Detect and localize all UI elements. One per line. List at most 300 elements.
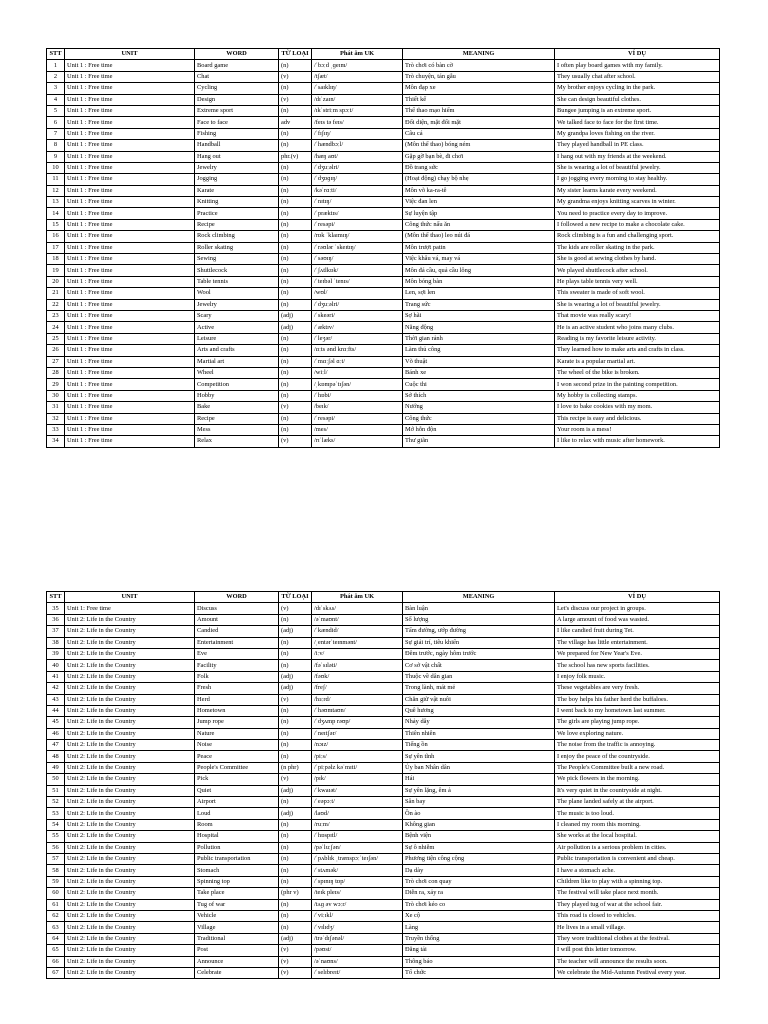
table-row — [47, 819, 720, 830]
cell-example: This recipe is easy and delicious. — [555, 413, 720, 424]
cell-pronunciation: /ruːm/ — [312, 819, 403, 830]
table-row — [47, 71, 720, 82]
cell-unit: Unit 1 : Free time — [65, 174, 195, 185]
table-row — [47, 151, 720, 162]
cell-pronunciation: /ɑːts ənd krɑːfts/ — [312, 345, 403, 356]
cell-word: Candied — [195, 626, 279, 637]
cell-word-type: (n) — [279, 740, 312, 751]
cell-example: She is wearing a lot of beautiful jewelry. — [555, 162, 720, 173]
cell-unit: Unit 1 : Free time — [65, 379, 195, 390]
cell-meaning: Sự yên tĩnh — [403, 751, 555, 762]
table-row — [47, 660, 720, 671]
cell-stt: 35 — [47, 603, 65, 614]
cell-word: Eve — [195, 648, 279, 659]
table-row — [47, 94, 720, 105]
cell-unit: Unit 1 : Free time — [65, 140, 195, 151]
cell-pronunciation: /ɪkˈstriːm spɔːt/ — [312, 105, 403, 116]
cell-meaning: Diễn ra, xảy ra — [403, 888, 555, 899]
cell-word-type: (adj) — [279, 785, 312, 796]
cell-meaning: Năng động — [403, 322, 555, 333]
cell-pronunciation: /ˈstʌmək/ — [312, 865, 403, 876]
cell-example: These vegetables are very fresh. — [555, 683, 720, 694]
cell-word-type: adv — [279, 117, 312, 128]
cell-meaning: Cơ sở vật chất — [403, 660, 555, 671]
header-word-type: TỪ LOẠI — [279, 49, 312, 60]
cell-stt: 36 — [47, 614, 65, 625]
cell-word: Board game — [195, 60, 279, 71]
cell-pronunciation: /ˈhɒspɪtl/ — [312, 831, 403, 842]
cell-stt: 58 — [47, 865, 65, 876]
cell-word-type: (n) — [279, 853, 312, 864]
cell-stt: 5 — [47, 105, 65, 116]
cell-unit: Unit 2: Life in the Country — [65, 876, 195, 887]
cell-unit: Unit 2: Life in the Country — [65, 740, 195, 751]
cell-example: The People's Committee built a new road. — [555, 762, 720, 773]
cell-stt: 30 — [47, 390, 65, 401]
cell-stt: 61 — [47, 899, 65, 910]
cell-word-type: phr.(v) — [279, 151, 312, 162]
cell-pronunciation: /wiːl/ — [312, 367, 403, 378]
cell-pronunciation: /ˈpræktɪs/ — [312, 208, 403, 219]
cell-pronunciation: /ˌentərˈteɪnmənt/ — [312, 637, 403, 648]
cell-stt: 19 — [47, 265, 65, 276]
table-row — [47, 379, 720, 390]
table-row — [47, 899, 720, 910]
cell-pronunciation: /ˈresəpi/ — [312, 219, 403, 230]
cell-unit: Unit 1 : Free time — [65, 413, 195, 424]
table-row — [47, 831, 720, 842]
cell-example: She is good at sewing clothes by hand. — [555, 254, 720, 265]
table-row — [47, 797, 720, 808]
cell-example: I will post this letter tomorrow. — [555, 945, 720, 956]
cell-unit: Unit 2: Life in the Country — [65, 899, 195, 910]
cell-stt: 27 — [47, 356, 65, 367]
cell-pronunciation: /ˈneɪtʃər/ — [312, 728, 403, 739]
cell-word-type: (n) — [279, 174, 312, 185]
cell-stt: 24 — [47, 322, 65, 333]
cell-example: We celebrate the Mid-Autumn Festival every year. — [555, 967, 720, 978]
cell-word: Airport — [195, 797, 279, 808]
cell-stt: 52 — [47, 797, 65, 808]
cell-word: Hospital — [195, 831, 279, 842]
cell-pronunciation: /iːv/ — [312, 648, 403, 659]
cell-unit: Unit 2: Life in the Country — [65, 751, 195, 762]
table-row — [47, 694, 720, 705]
cell-word-type: (v) — [279, 945, 312, 956]
header-example: VÍ DỤ — [555, 49, 720, 60]
cell-example: My brother enjoys cycling in the park. — [555, 83, 720, 94]
cell-pronunciation: /wʊl/ — [312, 288, 403, 299]
cell-unit: Unit 2: Life in the Country — [65, 808, 195, 819]
cell-stt: 53 — [47, 808, 65, 819]
table-row — [47, 637, 720, 648]
vocabulary-table-unit-2 — [46, 591, 720, 979]
cell-word: Post — [195, 945, 279, 956]
table-row — [47, 390, 720, 401]
cell-example: Bungee jumping is an extreme sport. — [555, 105, 720, 116]
cell-stt: 42 — [47, 683, 65, 694]
cell-stt: 40 — [47, 660, 65, 671]
cell-example: The kids are roller skating in the park. — [555, 242, 720, 253]
cell-example: My grandma enjoys knitting scarves in winter. — [555, 197, 720, 208]
cell-example: He plays table tennis very well. — [555, 276, 720, 287]
cell-stt: 43 — [47, 694, 65, 705]
cell-example: The village has little entertainment. — [555, 637, 720, 648]
cell-unit: Unit 2: Life in the Country — [65, 762, 195, 773]
cell-unit: Unit 2: Life in the Country — [65, 842, 195, 853]
table-row — [47, 933, 720, 944]
table-row — [47, 888, 720, 899]
cell-stt: 11 — [47, 174, 65, 185]
cell-unit: Unit 2: Life in the Country — [65, 831, 195, 842]
cell-word: Arts and crafts — [195, 345, 279, 356]
cell-pronunciation: /ˈdʒɒɡɪŋ/ — [312, 174, 403, 185]
cell-stt: 26 — [47, 345, 65, 356]
cell-example: This sweater is made of soft wool. — [555, 288, 720, 299]
cell-meaning: Thông báo — [403, 956, 555, 967]
cell-word-type: (n) — [279, 922, 312, 933]
cell-word: Leisure — [195, 333, 279, 344]
cell-unit: Unit 2: Life in the Country — [65, 922, 195, 933]
cell-meaning: Cuộc thi — [403, 379, 555, 390]
cell-example: Children like to play with a spinning top. — [555, 876, 720, 887]
cell-stt: 9 — [47, 151, 65, 162]
cell-word-type: (n) — [279, 265, 312, 276]
cell-unit: Unit 1 : Free time — [65, 197, 195, 208]
cell-unit: Unit 1: Free time — [65, 603, 195, 614]
cell-word-type: (n) — [279, 162, 312, 173]
cell-pronunciation: /dɪˈzaɪn/ — [312, 94, 403, 105]
cell-stt: 65 — [47, 945, 65, 956]
cell-pronunciation: /hɜːrd/ — [312, 694, 403, 705]
cell-example: I followed a new recipe to make a chocolate cake. — [555, 219, 720, 230]
cell-stt: 4 — [47, 94, 65, 105]
table-row — [47, 60, 720, 71]
cell-stt: 46 — [47, 728, 65, 739]
cell-stt: 21 — [47, 288, 65, 299]
cell-example: My sister learns karate every weekend. — [555, 185, 720, 196]
cell-word-type: (n) — [279, 819, 312, 830]
table-row — [47, 614, 720, 625]
cell-example: They played tug of war at the school fair. — [555, 899, 720, 910]
cell-unit: Unit 2: Life in the Country — [65, 853, 195, 864]
cell-pronunciation: /ˈviːɪkl/ — [312, 910, 403, 921]
cell-meaning: Bánh xe — [403, 367, 555, 378]
cell-unit: Unit 1 : Free time — [65, 265, 195, 276]
cell-pronunciation: /hæŋ aʊt/ — [312, 151, 403, 162]
cell-example: My grandpa loves fishing on the river. — [555, 128, 720, 139]
cell-word: Cycling — [195, 83, 279, 94]
cell-pronunciation: /ˈsəʊɪŋ/ — [312, 254, 403, 265]
cell-example: The festival will take place next month. — [555, 888, 720, 899]
table-row — [47, 774, 720, 785]
cell-meaning: Đêm trước, ngày hôm trước — [403, 648, 555, 659]
cell-word-type: (n) — [279, 797, 312, 808]
cell-pronunciation: /ˈsaɪklɪŋ/ — [312, 83, 403, 94]
cell-stt: 44 — [47, 705, 65, 716]
cell-unit: Unit 2: Life in the Country — [65, 728, 195, 739]
cell-word-type: (n) — [279, 413, 312, 424]
table-row — [47, 322, 720, 333]
cell-stt: 56 — [47, 842, 65, 853]
cell-word: Relax — [195, 436, 279, 447]
table-row — [47, 436, 720, 447]
cell-meaning: Công thức — [403, 413, 555, 424]
cell-word: Village — [195, 922, 279, 933]
cell-word-type: (adj) — [279, 322, 312, 333]
cell-stt: 64 — [47, 933, 65, 944]
cell-word: Take place — [195, 888, 279, 899]
cell-word: Spinning top — [195, 876, 279, 887]
cell-example: The plane landed safely at the airport. — [555, 797, 720, 808]
cell-stt: 29 — [47, 379, 65, 390]
cell-word: Celebrate — [195, 967, 279, 978]
cell-meaning: Tiếng ồn — [403, 740, 555, 751]
table-row — [47, 162, 720, 173]
cell-meaning: Trò chơi kéo co — [403, 899, 555, 910]
cell-word-type: (n) — [279, 333, 312, 344]
cell-example: She can design beautiful clothes. — [555, 94, 720, 105]
header-stt: STT — [47, 49, 65, 60]
cell-unit: Unit 1 : Free time — [65, 299, 195, 310]
cell-unit: Unit 2: Life in the Country — [65, 797, 195, 808]
cell-pronunciation: /ˈkwaɪət/ — [312, 785, 403, 796]
cell-stt: 50 — [47, 774, 65, 785]
cell-stt: 66 — [47, 956, 65, 967]
cell-stt: 8 — [47, 140, 65, 151]
cell-word-type: (n) — [279, 614, 312, 625]
table-row — [47, 956, 720, 967]
cell-example: Public transportation is convenient and cheap. — [555, 853, 720, 864]
cell-unit: Unit 1 : Free time — [65, 60, 195, 71]
table-row — [47, 208, 720, 219]
cell-meaning: Đăng tải — [403, 945, 555, 956]
cell-pronunciation: /freʃ/ — [312, 683, 403, 694]
cell-stt: 41 — [47, 671, 65, 682]
table-row — [47, 242, 720, 253]
cell-stt: 33 — [47, 424, 65, 435]
cell-example: You need to practice every day to improve. — [555, 208, 720, 219]
cell-word-type: (n) — [279, 288, 312, 299]
cell-word-type: (n) — [279, 242, 312, 253]
cell-unit: Unit 1 : Free time — [65, 185, 195, 196]
cell-word: Amount — [195, 614, 279, 625]
cell-word-type: (adj) — [279, 626, 312, 637]
cell-meaning: Làng — [403, 922, 555, 933]
cell-word: Rock climbing — [195, 231, 279, 242]
cell-unit: Unit 1 : Free time — [65, 390, 195, 401]
cell-example: I cleaned my room this morning. — [555, 819, 720, 830]
header-unit: UNIT — [65, 49, 195, 60]
cell-pronunciation: /fəˈsɪləti/ — [312, 660, 403, 671]
cell-word-type: (n) — [279, 231, 312, 242]
cell-stt: 45 — [47, 717, 65, 728]
table-row — [47, 402, 720, 413]
table-row — [47, 254, 720, 265]
table-row — [47, 345, 720, 356]
cell-stt: 18 — [47, 254, 65, 265]
cell-word-type: (n) — [279, 728, 312, 739]
table-row — [47, 299, 720, 310]
cell-pronunciation: /ˈbɔːd ˌɡeɪm/ — [312, 60, 403, 71]
cell-example: They learned how to make arts and crafts in class. — [555, 345, 720, 356]
cell-meaning: Thể thao mạo hiểm — [403, 105, 555, 116]
cell-meaning: Ủy ban Nhân dân — [403, 762, 555, 773]
cell-stt: 7 — [47, 128, 65, 139]
cell-pronunciation: /piːs/ — [312, 751, 403, 762]
cell-word: Martial art — [195, 356, 279, 367]
cell-word: Karate — [195, 185, 279, 196]
cell-word: Table tennis — [195, 276, 279, 287]
cell-pronunciation: /əˈnaʊns/ — [312, 956, 403, 967]
cell-word-type: (adj) — [279, 671, 312, 682]
cell-meaning: Sân bay — [403, 797, 555, 808]
cell-unit: Unit 2: Life in the Country — [65, 671, 195, 682]
cell-meaning: Trang sức — [403, 299, 555, 310]
cell-word: Entertainment — [195, 637, 279, 648]
cell-word: Hang out — [195, 151, 279, 162]
cell-word-type: (n) — [279, 128, 312, 139]
cell-stt: 63 — [47, 922, 65, 933]
table-row — [47, 728, 720, 739]
cell-stt: 57 — [47, 853, 65, 864]
cell-pronunciation: /ˈhændbɔːl/ — [312, 140, 403, 151]
cell-word-type: (n) — [279, 705, 312, 716]
cell-meaning: Trong lành, mát mẻ — [403, 683, 555, 694]
cell-unit: Unit 1 : Free time — [65, 424, 195, 435]
cell-word: Sewing — [195, 254, 279, 265]
cell-example: She works at the local hospital. — [555, 831, 720, 842]
cell-stt: 59 — [47, 876, 65, 887]
cell-unit: Unit 1 : Free time — [65, 276, 195, 287]
cell-pronunciation: /fəʊk/ — [312, 671, 403, 682]
cell-meaning: Sự ô nhiễm — [403, 842, 555, 853]
cell-pronunciation: /ˈdʒuːəlri/ — [312, 162, 403, 173]
cell-stt: 39 — [47, 648, 65, 659]
cell-pronunciation: /kəˈrɑːti/ — [312, 185, 403, 196]
cell-stt: 6 — [47, 117, 65, 128]
cell-example: That movie was really scary! — [555, 310, 720, 321]
cell-meaning: Thiết kế — [403, 94, 555, 105]
cell-word: Tug of war — [195, 899, 279, 910]
cell-example: The wheel of the bike is broken. — [555, 367, 720, 378]
cell-unit: Unit 1 : Free time — [65, 322, 195, 333]
cell-word: Herd — [195, 694, 279, 705]
table-row — [47, 808, 720, 819]
cell-unit: Unit 2: Life in the Country — [65, 967, 195, 978]
cell-word-type: (n) — [279, 356, 312, 367]
cell-example: Let's discuss our project in groups. — [555, 603, 720, 614]
table-row — [47, 751, 720, 762]
cell-example: We talked face to face for the first time. — [555, 117, 720, 128]
cell-stt: 16 — [47, 231, 65, 242]
cell-example: I go jogging every morning to stay healthy. — [555, 174, 720, 185]
table-row — [47, 671, 720, 682]
cell-meaning: Sợ hãi — [403, 310, 555, 321]
cell-stt: 10 — [47, 162, 65, 173]
cell-stt: 60 — [47, 888, 65, 899]
cell-word: Roller skating — [195, 242, 279, 253]
table-row — [47, 117, 720, 128]
cell-unit: Unit 1 : Free time — [65, 288, 195, 299]
cell-pronunciation: /ˈspɪnɪŋ tɒp/ — [312, 876, 403, 887]
cell-unit: Unit 1 : Free time — [65, 367, 195, 378]
table-row — [47, 922, 720, 933]
cell-example: I won second prize in the painting competition. — [555, 379, 720, 390]
cell-unit: Unit 2: Life in the Country — [65, 910, 195, 921]
cell-meaning: (Môn thể thao) leo núi đá — [403, 231, 555, 242]
cell-word: Noise — [195, 740, 279, 751]
cell-word-type: (v) — [279, 71, 312, 82]
cell-meaning: Xe cộ — [403, 910, 555, 921]
table-row — [47, 276, 720, 287]
cell-word-type: (n) — [279, 219, 312, 230]
table-row — [47, 185, 720, 196]
cell-word: Jewelry — [195, 299, 279, 310]
cell-meaning: Số lượng — [403, 614, 555, 625]
cell-unit: Unit 1 : Free time — [65, 162, 195, 173]
cell-word: Extreme sport — [195, 105, 279, 116]
cell-stt: 32 — [47, 413, 65, 424]
cell-unit: Unit 2: Life in the Country — [65, 933, 195, 944]
cell-word-type: (n) — [279, 276, 312, 287]
cell-stt: 51 — [47, 785, 65, 796]
table-row — [47, 105, 720, 116]
cell-pronunciation: /ˈhəʊmtaʊn/ — [312, 705, 403, 716]
cell-pronunciation: /ˈnɪtɪŋ/ — [312, 197, 403, 208]
cell-pronunciation: /ˈdʒuːəlri/ — [312, 299, 403, 310]
cell-word-type: (n) — [279, 105, 312, 116]
cell-word: Design — [195, 94, 279, 105]
cell-unit: Unit 1 : Free time — [65, 128, 195, 139]
cell-meaning: Thuộc về dân gian — [403, 671, 555, 682]
cell-unit: Unit 1 : Free time — [65, 310, 195, 321]
cell-word: Quiet — [195, 785, 279, 796]
cell-pronunciation: /ˈselɪbreɪt/ — [312, 967, 403, 978]
cell-word-type: (n) — [279, 660, 312, 671]
cell-example: I like to relax with music after homework. — [555, 436, 720, 447]
cell-pronunciation: /pəˈluːʃən/ — [312, 842, 403, 853]
header-stt: STT — [47, 592, 65, 603]
header-meaning: MEANING — [403, 592, 555, 603]
cell-meaning: Thời gian rảnh — [403, 333, 555, 344]
cell-word-type: (n) — [279, 865, 312, 876]
cell-word: Vehicle — [195, 910, 279, 921]
table-row — [47, 140, 720, 151]
cell-word-type: (n) — [279, 140, 312, 151]
cell-pronunciation: /laʊd/ — [312, 808, 403, 819]
cell-word: Fishing — [195, 128, 279, 139]
cell-word-type: (adj) — [279, 683, 312, 694]
cell-meaning: Quê hương — [403, 705, 555, 716]
cell-stt: 48 — [47, 751, 65, 762]
cell-word: Discuss — [195, 603, 279, 614]
cell-word-type: (n) — [279, 876, 312, 887]
cell-example: She is wearing a lot of beautiful jewelry. — [555, 299, 720, 310]
cell-meaning: Công thức nấu ăn — [403, 219, 555, 230]
cell-word: Competition — [195, 379, 279, 390]
cell-word: Jump rope — [195, 717, 279, 728]
cell-word-type: (n) — [279, 345, 312, 356]
cell-stt: 13 — [47, 197, 65, 208]
cell-example: A large amount of food was wasted. — [555, 614, 720, 625]
cell-example: They wore traditional clothes at the festival. — [555, 933, 720, 944]
cell-pronunciation: /tʃæt/ — [312, 71, 403, 82]
table-row — [47, 603, 720, 614]
table-row — [47, 853, 720, 864]
cell-word-type: (v) — [279, 402, 312, 413]
cell-word: Pick — [195, 774, 279, 785]
